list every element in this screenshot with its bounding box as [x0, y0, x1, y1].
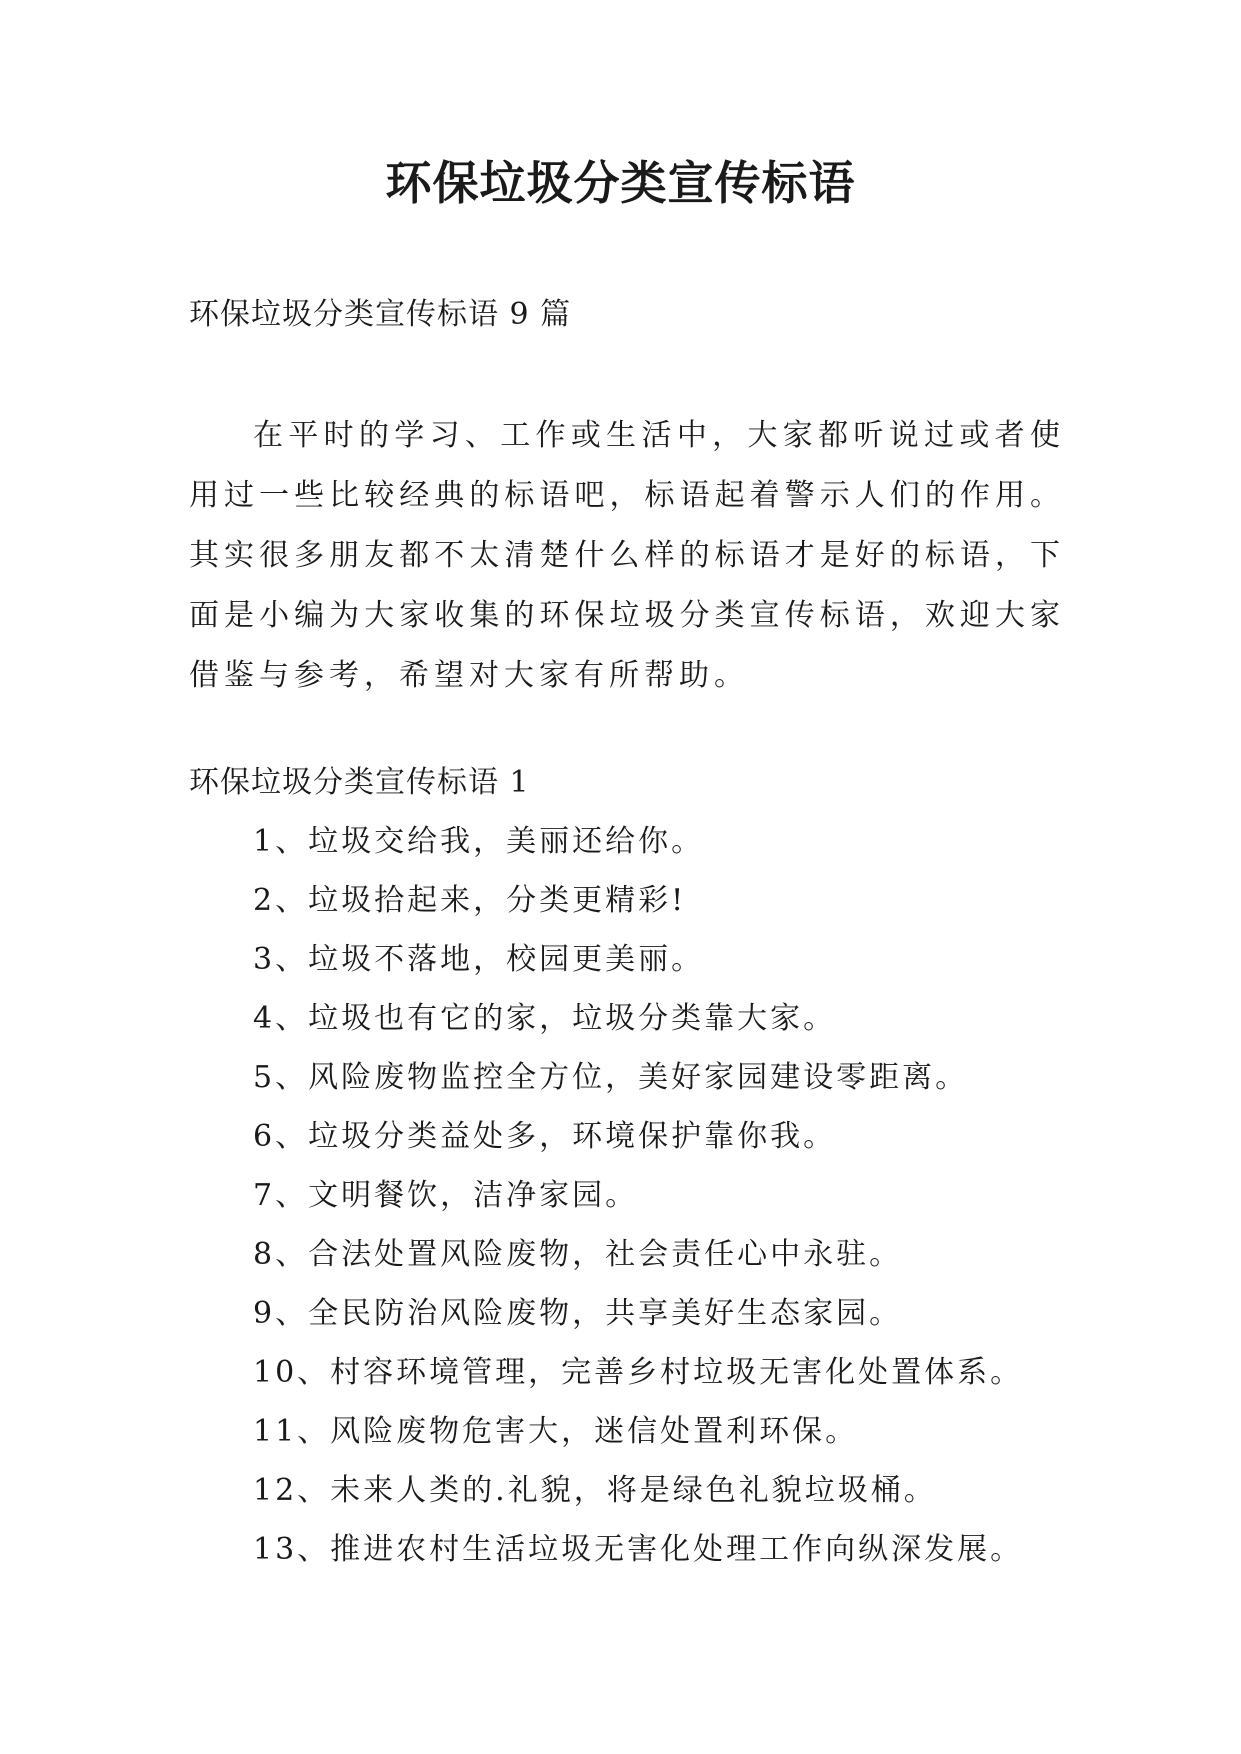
list-item: 13、推进农村生活垃圾无害化处理工作向纵深发展。 [253, 1532, 1024, 1567]
list-item: 12、未来人类的.礼貌，将是绿色礼貌垃圾桶。 [253, 1473, 937, 1508]
list-item: 7、文明餐饮，洁净家园。 [253, 1178, 639, 1213]
list-item: 1、垃圾交给我，美丽还给你。 [253, 824, 705, 859]
list-item: 9、全民防治风险废物，共享美好生态家园。 [253, 1296, 903, 1331]
document-title: 环保垃圾分类宣传标语 [385, 156, 856, 210]
slogan-list [253, 819, 1073, 1586]
list-item: 11、风险废物危害大，迷信处置利环保。 [253, 1414, 859, 1449]
list-item: 8、合法处置风险废物，社会责任心中永驻。 [253, 1237, 903, 1272]
intro-paragraph: 在平时的学习、工作或生活中，大家都听说过或者使用过一些比较经典的标语吧，标语起着警示人们的作用。其实很多朋友都不太清楚什么样的标语才是好的标语，下面是小编为大家收集的环保垃圾分类宣传标语，欢迎大家借鉴与参考，希望对大家有所帮助。 [189, 418, 1065, 693]
list-item: 2、垃圾拾起来，分类更精彩! [253, 883, 687, 918]
list-item: 3、垃圾不落地，校园更美丽。 [253, 942, 705, 977]
list-item: 10、村容环境管理，完善乡村垃圾无害化处置体系。 [253, 1355, 1024, 1390]
list-item: 5、风险废物监控全方位，美好家园建设零距离。 [253, 1060, 969, 1095]
section-title: 环保垃圾分类宣传标语 1 [189, 765, 530, 800]
document-subtitle: 环保垃圾分类宣传标语 9 篇 [189, 297, 572, 332]
list-item: 6、垃圾分类益处多，环境保护靠你我。 [253, 1119, 837, 1154]
list-item: 4、垃圾也有它的家，垃圾分类靠大家。 [253, 1001, 837, 1036]
